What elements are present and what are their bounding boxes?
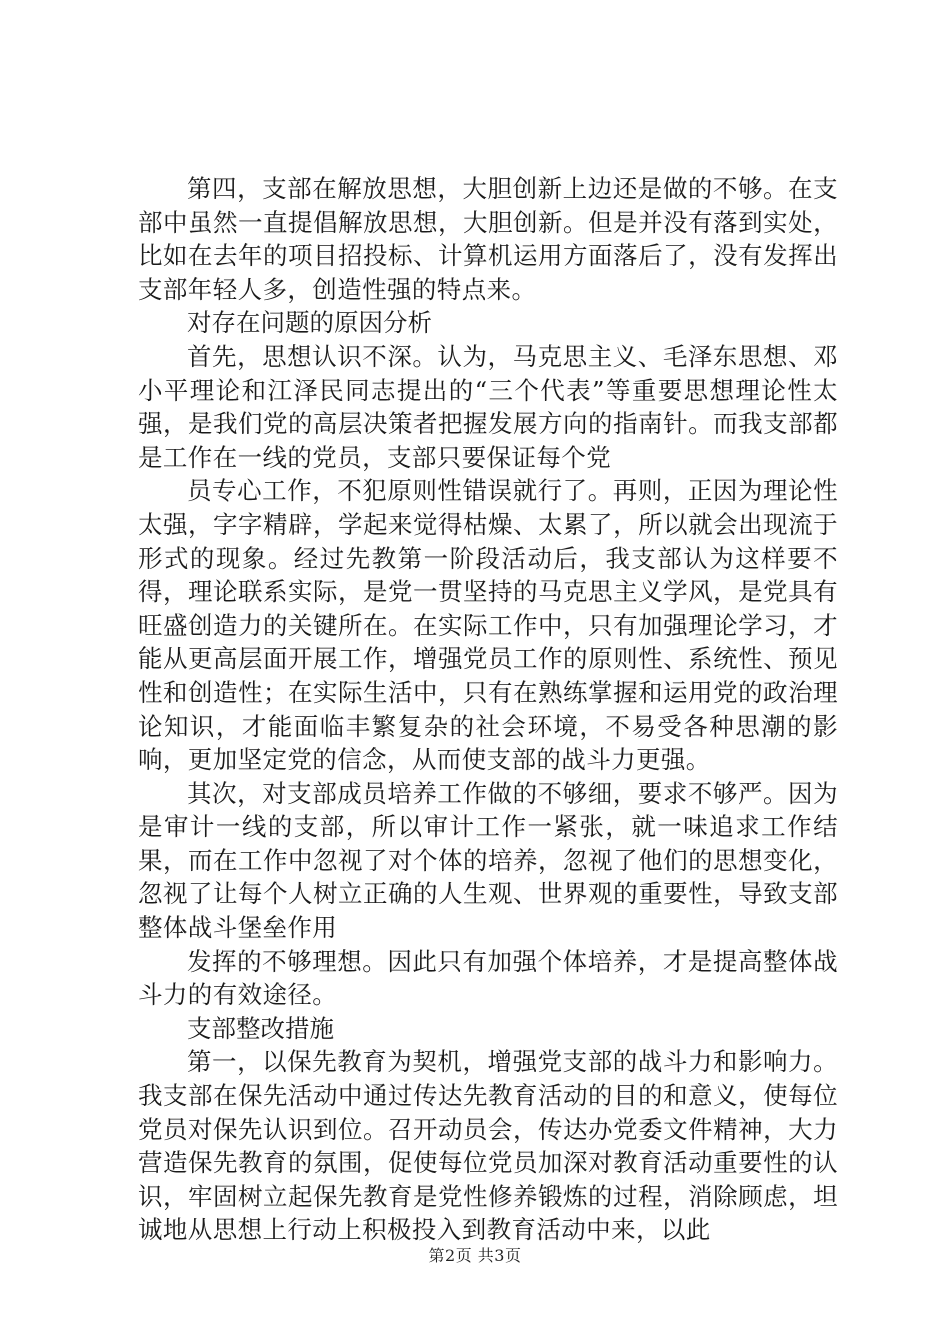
paragraph-second-cause: 其次，对支部成员培养工作做的不够细，要求不够严。因为是审计一线的支部，所以审计工作一紧张，就一味追求工作结果，而在工作中忽视了对个体的培养，忽视了他们的思想变化，忽视了让每个人树立正确的人生观、世界观的重要性，导致支部整体战斗堡垒作用 [138,778,838,943]
section-heading-cause-analysis: 对存在问题的原因分析 [187,308,432,338]
document-body [138,172,838,1247]
paragraph-measure-one: 第一，以保先教育为契机，增强党支部的战斗力和影响力。我支部在保先活动中通过传达先教育活动的目的和意义，使每位党员对保先认识到位。召开动员会，传达办党委文件精神，大力营造保先教育的氛围，促使每位党员加深对教育活动重要性的认识，牢固树立起保先教育是党性修养锻炼的过程，消除顾虑，坦诚地从思想上行动上积极投入到教育活动中来，以此 [138,1047,838,1245]
section-heading-rectification: 支部整改措施 [187,1013,334,1043]
paragraph-first-cause-continued: 员专心工作，不犯原则性错误就行了。再则，正因为理论性太强，字字精辟，学起来觉得枯燥、太累了，所以就会出现流于形式的现象。经过先教第一阶段活动后，我支部认为这样要不得，理论联系实际，是党一贯坚持的马克思主义学风，是党具有旺盛创造力的关键所在。在实际工作中，只有加强理论学习，才能从更高层面开展工作，增强党员工作的原则性、系统性、预见性和创造性；在实际生活中，只有在熟练掌握和运用党的政治理论知识，才能面临丰繁复杂的社会环境，不易受各种思潮的影响，更加坚定党的信念，从而使支部的战斗力更强。 [138,476,838,775]
paragraph-item-4-problem: 第四，支部在解放思想，大胆创新上边还是做的不够。在支部中虽然一直提倡解放思想，大胆创新。但是并没有落到实处，比如在去年的项目招投标、计算机运用方面落后了，没有发挥出支部年轻人多，创造性强的特点来。 [138,174,838,304]
paragraph-first-cause: 首先，思想认识不深。认为，马克思主义、毛泽东思想、邓小平理论和江泽民同志提出的“三个代表”等重要思想理论性太强，是我们党的高层决策者把握发展方向的指南针。而我支部都是工作在一线的党员，支部只要保证每个党 [138,341,838,472]
paragraph-second-cause-continued: 发挥的不够理想。因此只有加强个体培养，才是提高整体战斗力的有效途径。 [138,946,838,1010]
page-number-footer: 第2页 共3页 [428,1246,522,1265]
